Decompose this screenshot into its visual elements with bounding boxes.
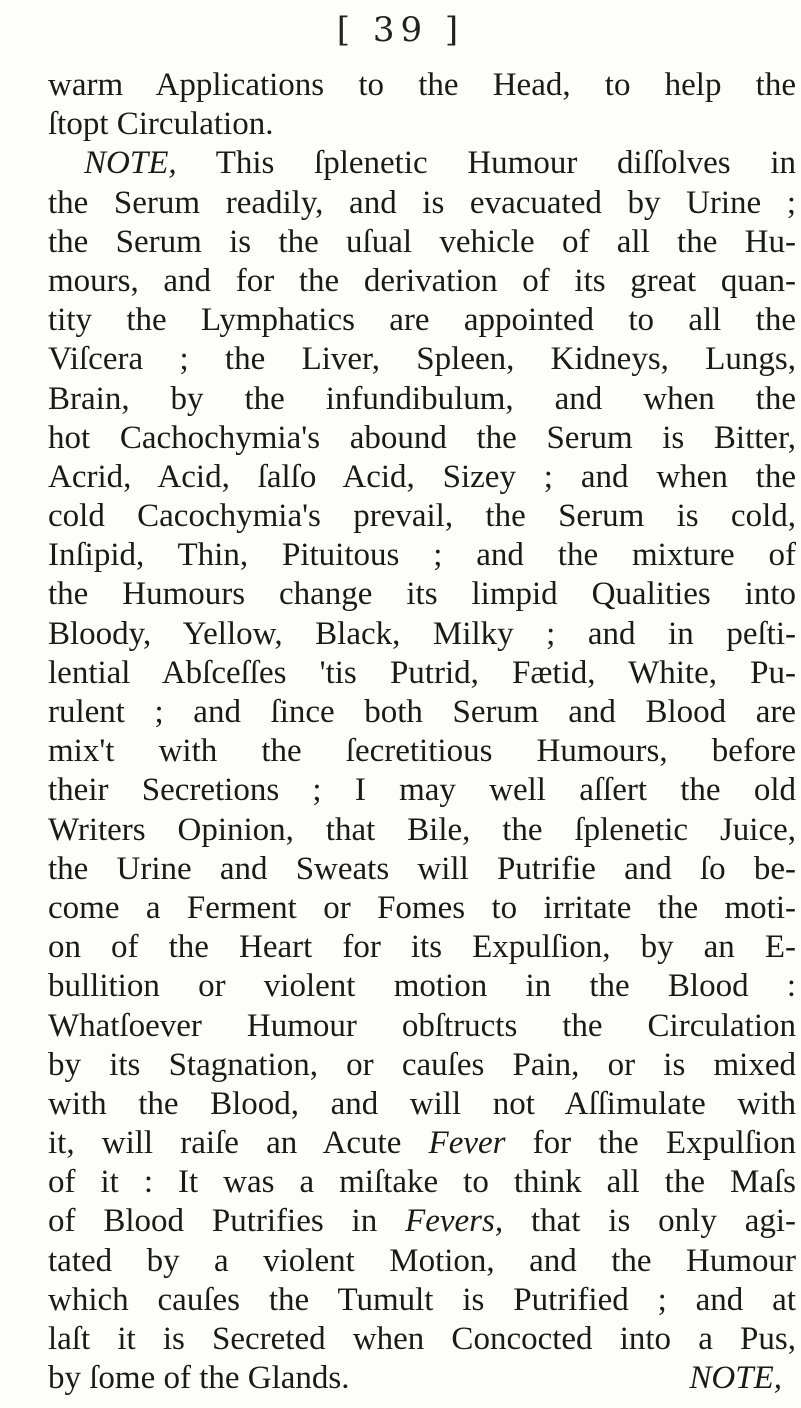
catchword: NOTE, xyxy=(689,1360,782,1397)
text-line: it, will raiſe an Acute Fever for the Expulſion xyxy=(48,1125,796,1162)
text-line-content: by ſome of the Glands. xyxy=(48,1360,350,1397)
text-line: with the Blood, and will not Aſſimulate with xyxy=(48,1085,796,1122)
text-line: Viſcera ; the Liver, Spleen, Kidneys, Lungs, xyxy=(48,341,796,378)
text-line: their Secretions ; I may well aſſert the old xyxy=(48,772,796,809)
text-line: the Humours change its limpid Qualities into xyxy=(48,576,796,613)
text-line: by its Stagnation, or cauſes Pain, or is mixed xyxy=(48,1046,796,1083)
text-line: NOTE, This ſplenetic Humour diſſolves in xyxy=(84,145,796,182)
text-line: on of the Heart for its Expulſion, by an E- xyxy=(48,929,796,966)
text-line: ſtopt Circulation. xyxy=(48,106,274,143)
text-line: laſt it is Secreted when Concocted into a Pus, xyxy=(48,1321,796,1357)
text-line: rulent ; and ſince both Serum and Blood are xyxy=(48,694,796,730)
text-line: mours, and for the derivation of its great quan- xyxy=(48,262,796,299)
text-line: which cauſes the Tumult is Putrified ; and at xyxy=(48,1281,796,1318)
text-line: the Urine and Sweats will Putrifie and ſo be- xyxy=(48,850,796,887)
text-line: of Blood Putrifies in Fevers, that is only agi- xyxy=(48,1203,796,1240)
text-line: of it : It was a miſtake to think all the Maſs xyxy=(48,1164,796,1201)
text-line: Whatſoever Humour obſtructs the Circulation xyxy=(48,1007,796,1044)
text-line: come a Ferment or Fomes to irritate the moti- xyxy=(48,889,796,926)
text-line: warm Applications to the Head, to help the xyxy=(48,67,796,103)
text-line: the Serum readily, and is evacuated by Urine ; xyxy=(48,184,796,221)
text-line: Bloody, Yellow, Black, Milky ; and in peſti- xyxy=(48,615,796,652)
text-line: the Serum is the uſual vehicle of all the Hu- xyxy=(48,223,796,260)
text-line: Inſipid, Thin, Pituitous ; and the mixture of xyxy=(48,537,796,574)
text-line: cold Cacochymia's prevail, the Serum is cold, xyxy=(48,498,796,535)
body-text xyxy=(48,66,796,1398)
page-number: [ 39 ] xyxy=(336,10,465,50)
last-text-line xyxy=(48,1359,796,1398)
text-line: bullition or violent motion in the Blood : xyxy=(48,968,796,1005)
text-line: lential Abſceſſes 'tis Putrid, Fætid, White, Pu- xyxy=(48,654,796,691)
text-line: Writers Opinion, that Bile, the ſplenetic Juice, xyxy=(48,811,796,848)
text-line: mix't with the ſecretitious Humours, before xyxy=(48,733,796,770)
text-line: hot Cachochymia's abound the Serum is Bitter, xyxy=(48,419,796,456)
text-line: tated by a violent Motion, and the Humour xyxy=(48,1242,796,1279)
text-line: Acrid, Acid, ſalſo Acid, Sizey ; and when the xyxy=(48,458,796,495)
text-line: Brain, by the infundibulum, and when the xyxy=(48,380,796,417)
text-line: tity the Lymphatics are appointed to all the xyxy=(48,302,796,339)
